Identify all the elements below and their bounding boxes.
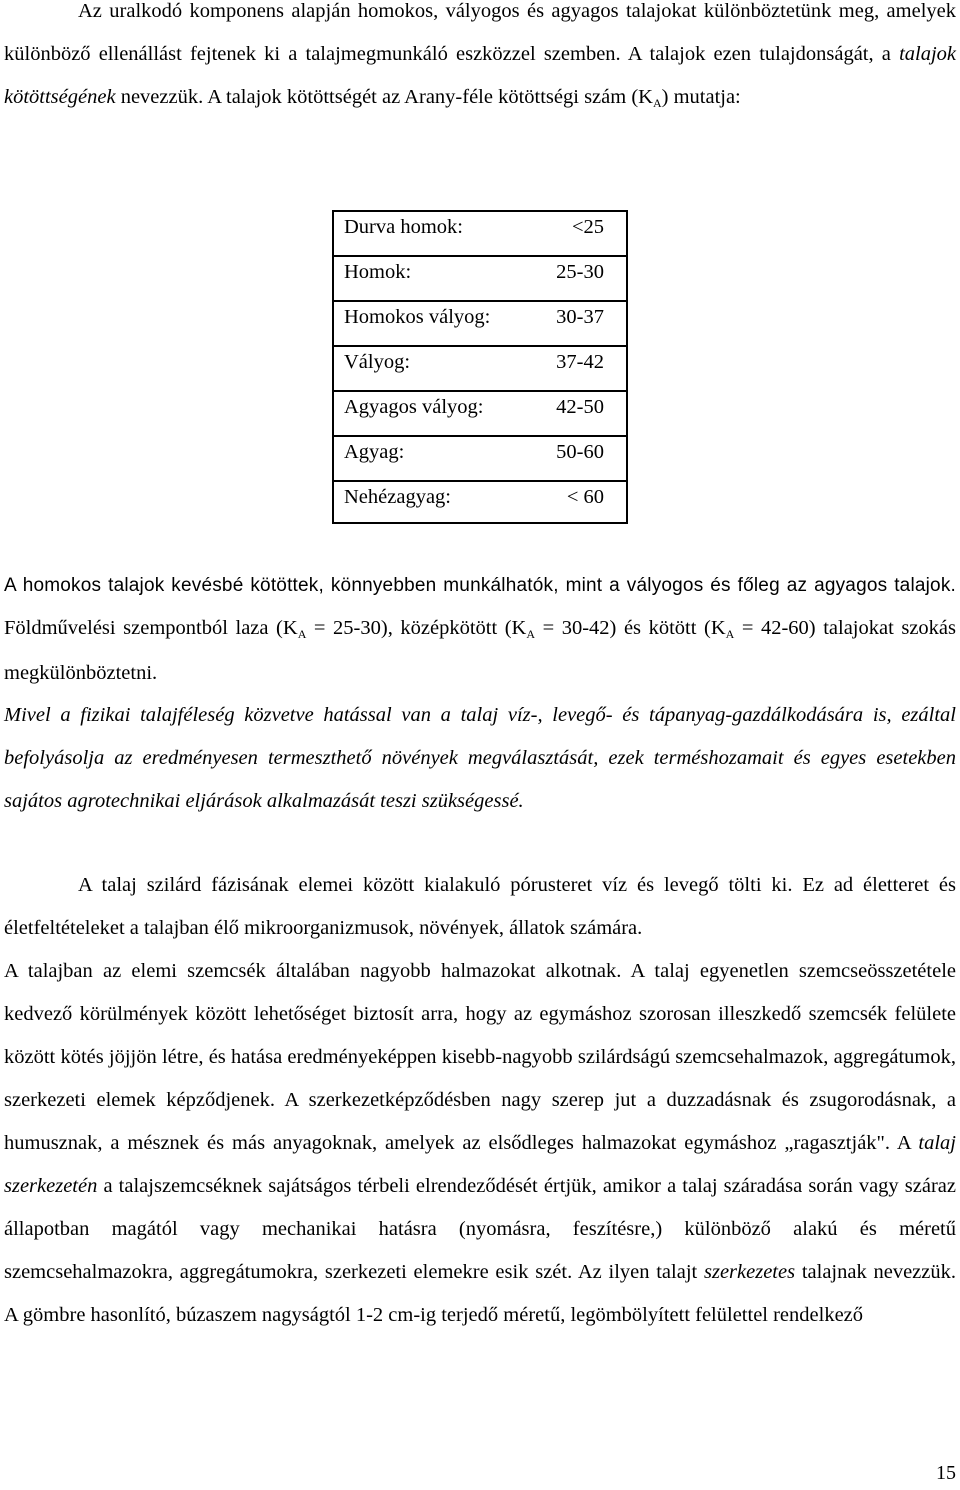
table-row <box>334 482 626 527</box>
sans-text: A homokos talajok kevésbé kötöttek, könnyebben munkálhatók, mint a vályogos és főleg az agyagos talajok. <box>4 575 956 596</box>
intro-text: Az uralkodó komponens alapján homokos, vályogos és agyagos talajokat különböztetünk meg, amelyek különböző ellenállást fejtenek ki a talajmegmunkáló eszközzel szemben. A talajok ezen tulajdonságát, a <box>4 0 956 65</box>
subscript-a: A <box>526 627 536 641</box>
text: Földművelési szempontból laza (K <box>4 617 298 639</box>
text: A talajban az elemi szemcsék általában nagyobb halmazokat alkotnak. A talaj egyenetlen szemcseösszetétele kedvező körülmények között lehetőséget biztosít arra, hogy az egymáshoz szorosan illeszkedő szemcsék felülete között kötés jöjjön létre, és hatása eredményeképpen kisebb-nagyobb szilárdságú szemcsehalmazok, aggregátumok, szerkezeti elemek képződjenek. A szerkezetképződésben nagy szerep jut a duzzadásnak és zsugorodásnak, a humusznak, a mésznek és más anyagoknak, amelyek az elsődleges halmazokat egymáshoz „ragasztják". A <box>4 960 956 1154</box>
binding-number-table <box>332 210 628 524</box>
table-cell-value: 25-30 <box>556 261 604 283</box>
text: talajnak nevezzük. A gömbre hasonlító, búzaszem nagyságtól 1-2 cm-ig terjedő méretű, legömbölyített felülettel rendelkező <box>4 1261 956 1326</box>
intro-text-end: ) mutatja: <box>661 86 741 108</box>
text: = 25-30), középkötött (K <box>306 617 527 639</box>
table-cell-value: 30-37 <box>556 306 604 328</box>
table-cell-name: Homokos vályog: <box>344 306 491 328</box>
subscript-a: A <box>725 627 735 641</box>
table-row <box>334 257 626 302</box>
table-cell-value: <25 <box>571 216 604 238</box>
table-cell-name: Vályog: <box>344 351 411 373</box>
table-row <box>334 392 626 437</box>
text: = 42-60) talajokat szokás megkülönböztetni. <box>4 617 956 684</box>
paragraph-3-italic <box>4 694 956 823</box>
intro-text-2: nevezzük. A talajok kötöttségét az Arany-féle kötöttségi szám (K <box>115 86 653 108</box>
subscript-a: A <box>297 627 307 641</box>
table-cell-name: Nehézagyag: <box>344 486 451 508</box>
italic-term: szerkezetes <box>703 1261 796 1283</box>
paragraph-4 <box>4 864 956 950</box>
italic-text: Mivel a fizikai talajféleség közvetve hatással van a talaj víz-, levegő- és tápanyag-gazdálkodására is, ezáltal befolyásolja az eredményesen termeszthető növények megválasztását, ezek terméshozamait és egyes esetekben sajátos agrotechnikai eljárások alkalmazását teszi szükségessé. <box>4 704 956 812</box>
table-cell-value: 37-42 <box>556 351 604 373</box>
table-cell-value: 42-50 <box>556 396 604 418</box>
table-cell-name: Homok: <box>344 261 412 283</box>
intro-italic: talajok kötöttségének <box>4 43 956 108</box>
page-number: 15 <box>936 1462 956 1484</box>
paragraph-5 <box>4 950 956 1337</box>
table-row <box>334 302 626 347</box>
subscript-a: A <box>652 96 662 110</box>
text: A talaj szilárd fázisának elemei között kialakuló pórusteret víz és levegő tölti ki. Ez ad életteret és életfeltételeket a talajban élő mikroorganizmusok, növények, állatok számára. <box>4 874 956 939</box>
table-cell-value: < 60 <box>566 486 604 508</box>
table-row <box>334 212 626 257</box>
text: = 30-42) és kötött (K <box>535 617 726 639</box>
table-row <box>334 347 626 392</box>
table-cell-value: 50-60 <box>556 441 604 463</box>
text: a talajszemcséknek sajátságos térbeli elrendeződését értjük, amikor a talaj száradása során vagy száraz állapotban magától vagy mechanikai hatásra (nyomásra, feszítésre,) különböző alakú és méretű szemcsehalmazokra, aggregátumokra, szerkezeti elemekre esik szét. Az ilyen talajt <box>4 1175 956 1283</box>
table-cell-name: Agyagos vályog: <box>344 396 484 418</box>
paragraph-2 <box>4 564 956 695</box>
italic-term: talaj szerkezetén <box>4 1132 956 1197</box>
intro-paragraph <box>4 0 956 121</box>
table-row <box>334 437 626 482</box>
table-cell-name: Durva homok: <box>344 216 463 238</box>
table-cell-name: Agyag: <box>344 441 405 463</box>
